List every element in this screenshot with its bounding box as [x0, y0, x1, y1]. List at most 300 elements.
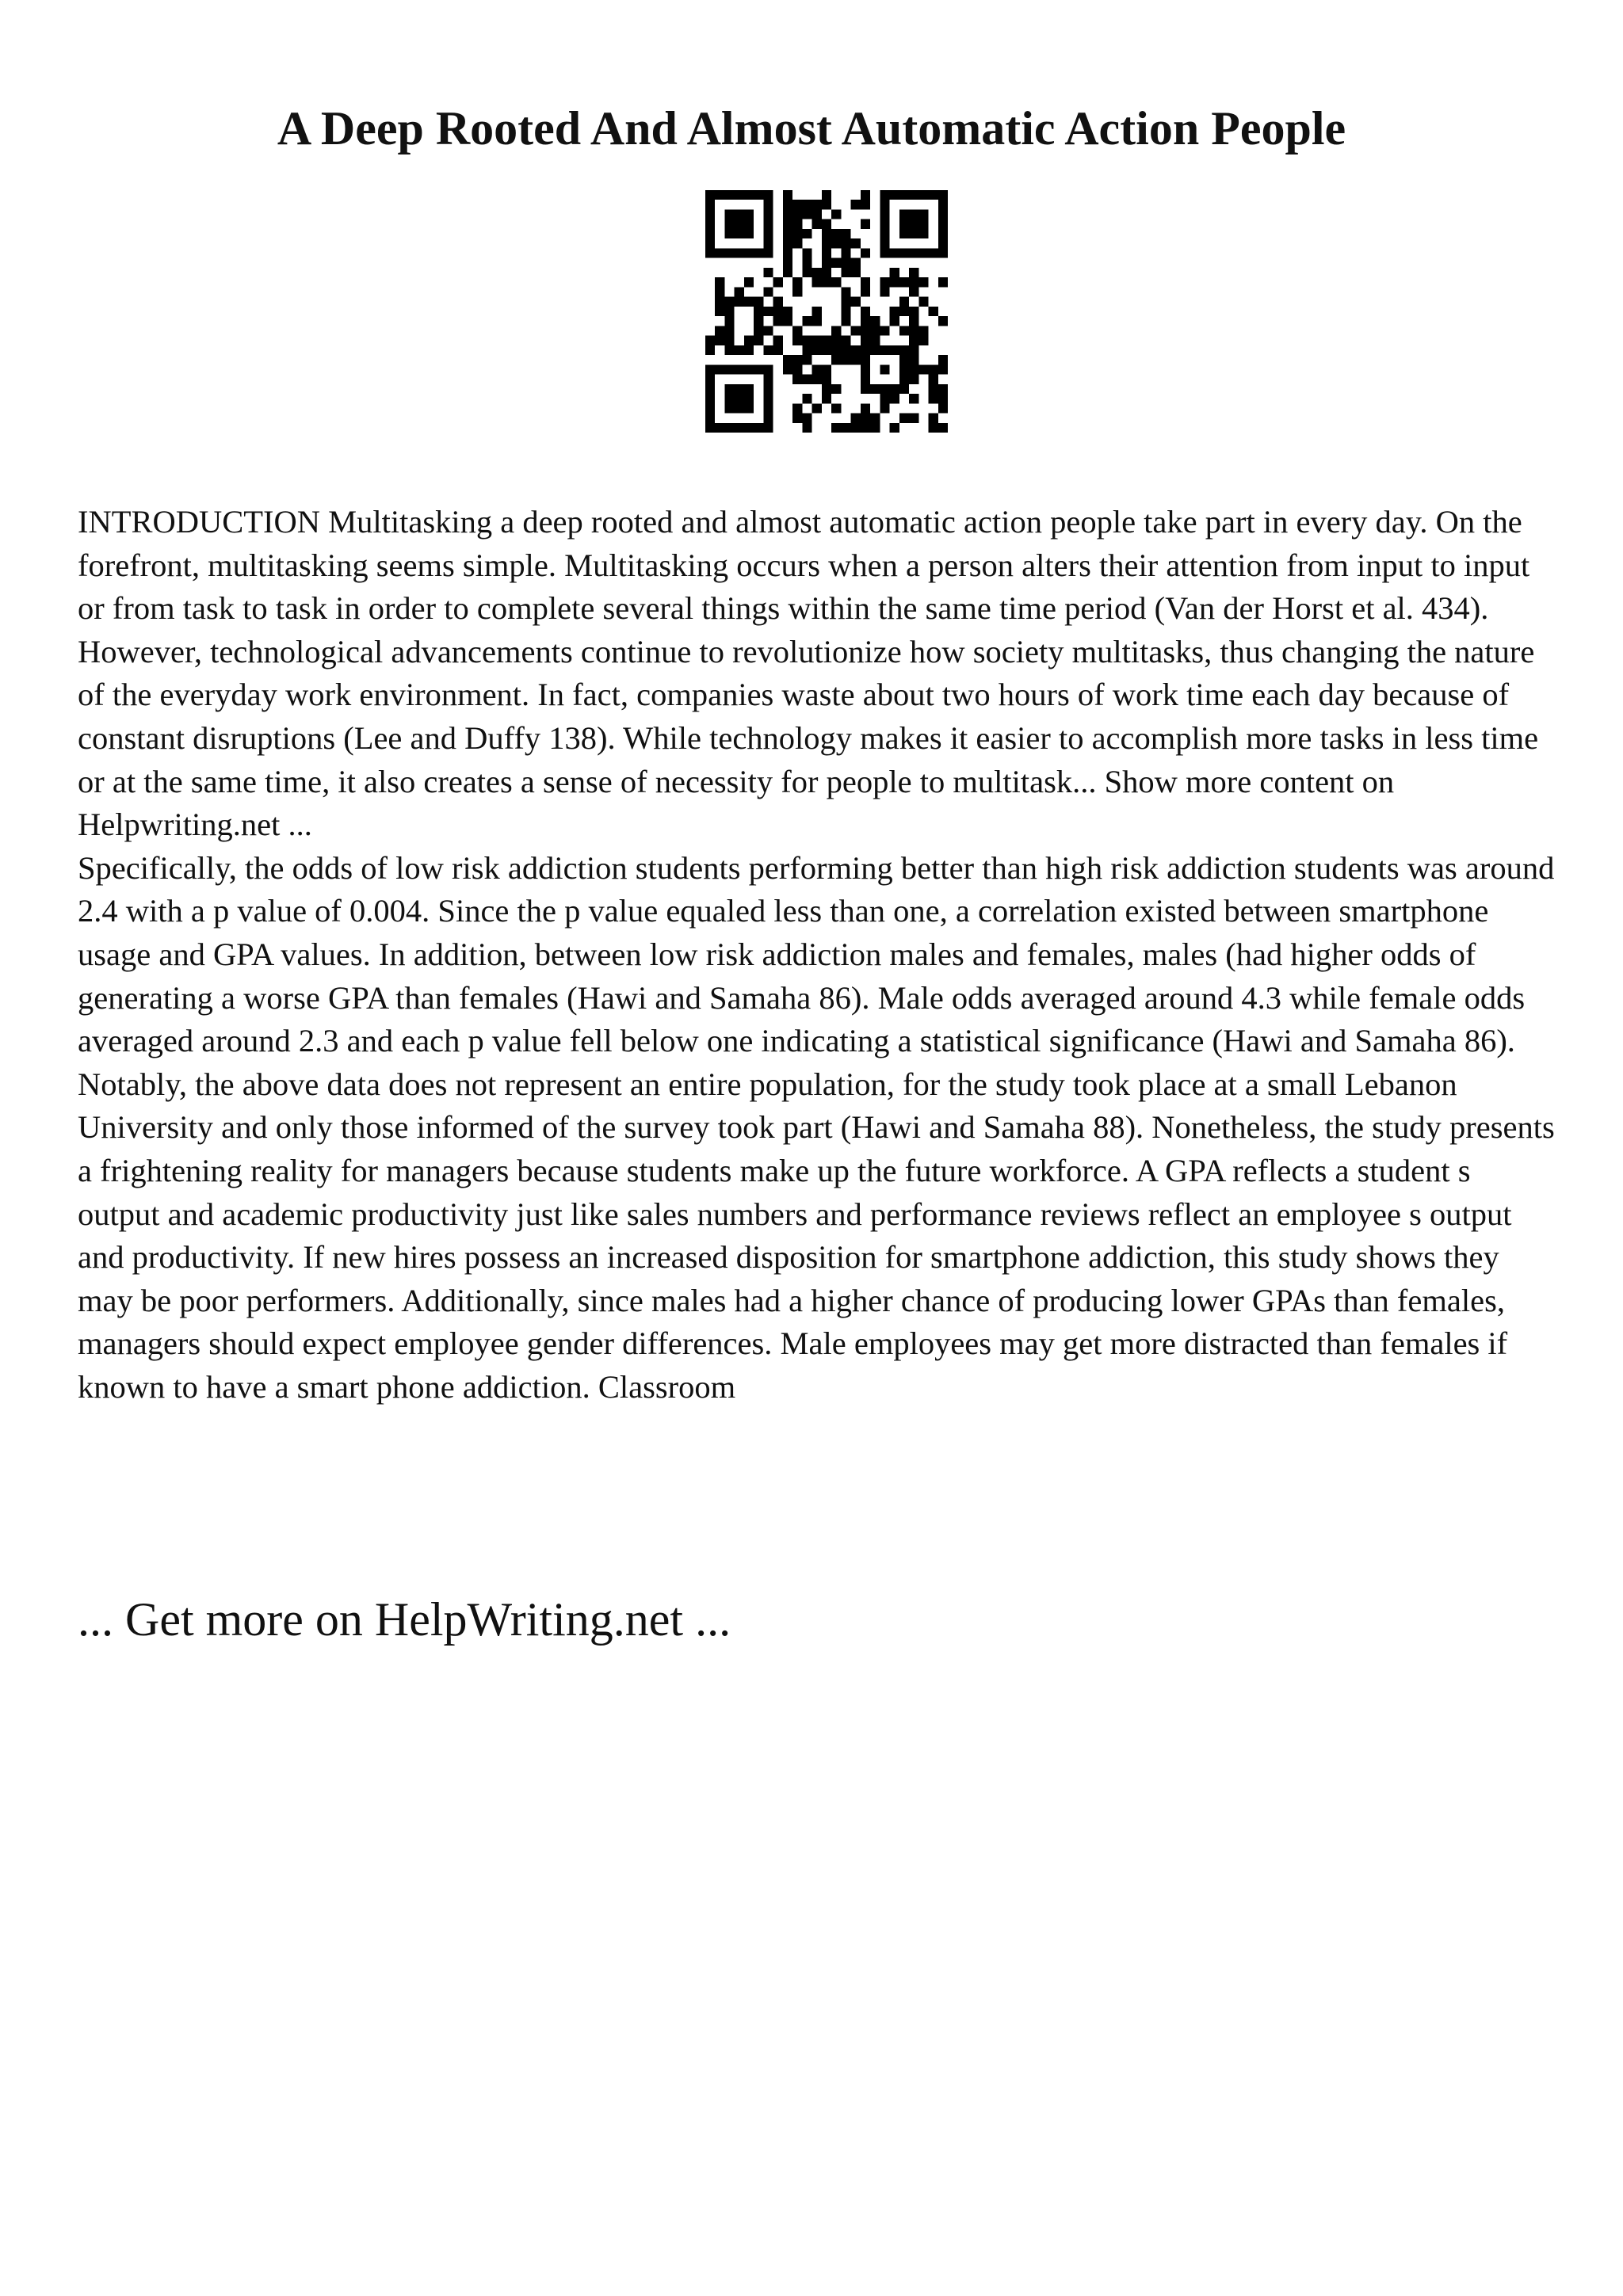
qr-module: [763, 375, 773, 384]
qr-module: [715, 190, 724, 200]
qr-module: [735, 229, 744, 238]
qr-module: [938, 229, 948, 238]
qr-module: [802, 414, 812, 423]
qr-module: [851, 297, 861, 307]
qr-module: [822, 345, 831, 355]
qr-module: [792, 414, 802, 423]
qr-module: [822, 190, 831, 200]
qr-module: [754, 423, 763, 433]
qr-module: [851, 238, 861, 248]
qr-module: [705, 336, 715, 345]
qr-module: [763, 326, 773, 335]
qr-module: [890, 423, 899, 433]
qr-module: [744, 209, 754, 219]
qr-module: [880, 345, 889, 355]
qr-module: [880, 326, 889, 335]
qr-module: [909, 345, 918, 355]
qr-module: [851, 345, 861, 355]
qr-module: [909, 219, 918, 229]
qr-module: [792, 200, 802, 209]
qr-module: [735, 384, 744, 394]
qr-module: [812, 364, 822, 374]
paragraph-introduction: INTRODUCTION Multitasking a deep rooted and almost automatic action people take part in every day. On the forefront, multitasking seems simple. Multitasking occurs when a person alters their attention from input to input or from task to task in order to complete several things within the same time period (Van der Horst et al. 434). However, technological advancements continue to revolutionize how society multitasks, thus changing the nature of the everyday work environment. In fact, companies waste about two hours of work time each day because of constant disruptions (Lee and Duffy 138). While technology makes it easier to accomplish more tasks in less time or at the same time, it also creates a sense of necessity for people to multitask... Show more content on Helpwriting.net ...: [78, 504, 1539, 843]
qr-module: [909, 307, 918, 316]
qr-module: [861, 345, 870, 355]
qr-module: [880, 190, 889, 200]
qr-module: [792, 219, 802, 229]
qr-module: [783, 200, 792, 209]
qr-module: [705, 364, 715, 374]
qr-module: [831, 403, 841, 413]
qr-module: [909, 209, 918, 219]
qr-module: [802, 248, 812, 257]
qr-module: [744, 364, 754, 374]
qr-module: [763, 414, 773, 423]
qr-module: [929, 248, 938, 257]
qr-module: [812, 375, 822, 384]
qr-module: [909, 277, 918, 287]
qr-module: [763, 384, 773, 394]
qr-module: [938, 248, 948, 257]
qr-module: [938, 355, 948, 364]
qr-module: [851, 258, 861, 268]
qr-module: [763, 287, 773, 296]
qr-module: [812, 219, 822, 229]
qr-module: [831, 277, 841, 287]
qr-module: [899, 248, 909, 257]
qr-module: [802, 316, 812, 326]
qr-module: [783, 258, 792, 268]
qr-module: [861, 277, 870, 287]
qr-module: [783, 307, 792, 316]
qr-module: [890, 345, 899, 355]
qr-module: [909, 364, 918, 374]
qr-module: [802, 355, 812, 364]
qr-module: [812, 403, 822, 413]
qr-module: [870, 336, 880, 345]
qr-module: [744, 394, 754, 403]
qr-module: [822, 268, 831, 277]
qr-module: [890, 248, 899, 257]
qr-module: [861, 219, 870, 229]
qr-module: [880, 229, 889, 238]
qr-module: [773, 336, 783, 345]
qr-module: [890, 316, 899, 326]
qr-module: [754, 297, 763, 307]
qr-module: [705, 345, 715, 355]
qr-module: [822, 229, 831, 238]
qr-module: [763, 190, 773, 200]
qr-module: [890, 268, 899, 277]
qr-module: [899, 414, 909, 423]
qr-module: [783, 238, 792, 248]
qr-module: [899, 355, 909, 364]
qr-module: [792, 364, 802, 374]
qr-module: [735, 364, 744, 374]
qr-module: [861, 375, 870, 384]
qr-module: [899, 384, 909, 394]
qr-module: [802, 209, 812, 219]
qr-module: [763, 307, 773, 316]
qr-module: [870, 384, 880, 394]
qr-module: [841, 297, 850, 307]
qr-module: [822, 258, 831, 268]
qr-module: [822, 219, 831, 229]
qr-module: [899, 364, 909, 374]
qr-module: [822, 394, 831, 403]
qr-module: [899, 190, 909, 200]
get-more-link[interactable]: ... Get more on HelpWriting.net ...: [78, 1593, 731, 1646]
qr-module: [724, 403, 734, 413]
qr-module: [802, 394, 812, 403]
qr-module: [918, 326, 928, 335]
qr-module: [841, 307, 850, 316]
qr-module: [929, 190, 938, 200]
qr-module: [754, 364, 763, 374]
qr-module: [861, 364, 870, 374]
qr-module: [851, 268, 861, 277]
qr-module: [715, 336, 724, 345]
qr-module: [724, 316, 734, 326]
qr-module: [899, 307, 909, 316]
qr-module: [792, 277, 802, 287]
qr-module: [735, 219, 744, 229]
qr-module: [802, 258, 812, 268]
qr-module: [744, 384, 754, 394]
qr-module: [705, 190, 715, 200]
qr-module: [899, 375, 909, 384]
qr-module: [861, 384, 870, 394]
qr-module: [880, 364, 889, 374]
qr-module: [899, 209, 909, 219]
qr-module: [870, 345, 880, 355]
qr-module: [812, 316, 822, 326]
qr-module: [724, 364, 734, 374]
qr-module: [773, 316, 783, 326]
qr-module: [744, 248, 754, 257]
qr-module: [822, 248, 831, 257]
qr-module: [802, 336, 812, 345]
qr-module: [792, 375, 802, 384]
qr-module: [909, 336, 918, 345]
qr-module: [841, 355, 850, 364]
qr-module: [861, 200, 870, 209]
qr-module: [831, 336, 841, 345]
qr-module: [802, 200, 812, 209]
qr-module: [812, 277, 822, 287]
qr-module: [763, 229, 773, 238]
qr-module: [754, 316, 763, 326]
qr-module: [744, 229, 754, 238]
qr-module: [715, 297, 724, 307]
qr-module: [909, 268, 918, 277]
qr-module: [938, 316, 948, 326]
qr-module: [938, 394, 948, 403]
qr-module: [861, 248, 870, 257]
qr-module: [783, 355, 792, 364]
qr-module: [918, 219, 928, 229]
qr-module: [929, 307, 938, 316]
qr-module: [929, 375, 938, 384]
qr-module: [890, 277, 899, 287]
qr-code-graphic: [705, 190, 948, 433]
qr-module: [724, 219, 734, 229]
document-body: [78, 501, 1560, 1409]
qr-module: [938, 190, 948, 200]
qr-module: [724, 394, 734, 403]
qr-module: [929, 423, 938, 433]
qr-module: [851, 423, 861, 433]
qr-module: [841, 229, 850, 238]
qr-module: [909, 375, 918, 384]
qr-module: [938, 219, 948, 229]
qr-module: [724, 248, 734, 257]
qr-module: [715, 326, 724, 335]
qr-module: [918, 190, 928, 200]
qr-module: [870, 326, 880, 335]
qr-module: [715, 277, 724, 287]
qr-module: [812, 307, 822, 316]
qr-module: [724, 423, 734, 433]
qr-module: [831, 229, 841, 238]
qr-module: [735, 403, 744, 413]
qr-module: [880, 287, 889, 296]
qr-module: [861, 287, 870, 296]
qr-module: [890, 394, 899, 403]
qr-module: [783, 229, 792, 238]
qr-module: [851, 326, 861, 335]
qr-module: [744, 423, 754, 433]
qr-module: [763, 364, 773, 374]
qr-module: [841, 423, 850, 433]
qr-module: [918, 297, 928, 307]
qr-module: [831, 423, 841, 433]
qr-module: [735, 297, 744, 307]
paragraph-study-findings: Specifically, the odds of low risk addiction students performing better than high risk addiction students was around 2.4 with a p value of 0.004. Since the p value equaled less than one, a correlation existed between smartphone usage and GPA values. In addition, between low risk addiction males and females, males (had higher odds of generating a worse GPA than females (Hawi and Samaha 86). Male odds averaged around 4.3 while female odds averaged around 2.3 and each p value fell below one indicating a statistical significance (Hawi and Samaha 86). Notably, the above data does not represent an entire population, for the study took place at a small Lebanon University and only those informed of the survey took part (Hawi and Samaha 88). Nonetheless, the study presents a frightening reality for managers because students make up the future workforce. A GPA reflects a student s output and academic productivity just like sales numbers and performance reviews reflect an employee s output and productivity. If new hires possess an increased disposition for smartphone addiction, this study shows they may be poor performers. Additionally, since males had a higher chance of producing lower GPAs than females, managers should expect employee gender differences. Male employees may get more distracted than females if known to have a smart phone addiction. Classroom: [78, 849, 1555, 1405]
qr-module: [812, 336, 822, 345]
qr-module: [705, 384, 715, 394]
qr-module: [715, 307, 724, 316]
qr-module: [763, 238, 773, 248]
qr-module: [763, 403, 773, 413]
qr-module: [724, 326, 734, 335]
qr-module: [724, 336, 734, 345]
qr-module: [909, 229, 918, 238]
qr-module: [909, 394, 918, 403]
qr-module: [861, 414, 870, 423]
qr-module: [754, 326, 763, 335]
qr-module: [909, 190, 918, 200]
qr-module: [792, 229, 802, 238]
qr-module: [724, 297, 734, 307]
qr-module: [861, 336, 870, 345]
qr-module: [841, 238, 850, 248]
qr-module: [861, 355, 870, 364]
qr-module: [705, 414, 715, 423]
qr-module: [938, 364, 948, 374]
qr-module: [744, 277, 754, 287]
qr-module: [705, 209, 715, 219]
qr-module: [754, 336, 763, 345]
qr-module: [861, 423, 870, 433]
qr-module: [909, 326, 918, 335]
qr-module: [899, 219, 909, 229]
qr-module: [880, 209, 889, 219]
qr-module: [724, 384, 734, 394]
qr-module: [890, 190, 899, 200]
qr-module: [822, 364, 831, 374]
qr-module: [929, 414, 938, 423]
qr-module: [938, 200, 948, 209]
qr-module: [792, 355, 802, 364]
qr-module: [744, 297, 754, 307]
qr-module: [705, 238, 715, 248]
qr-module: [918, 364, 928, 374]
qr-module: [724, 307, 734, 316]
qr-module: [831, 345, 841, 355]
qr-module: [744, 219, 754, 229]
qr-module: [705, 375, 715, 384]
qr-module: [880, 248, 889, 257]
document-title: A Deep Rooted And Almost Automatic Action People: [277, 102, 1346, 154]
qr-module: [918, 248, 928, 257]
qr-module: [724, 229, 734, 238]
qr-module: [735, 190, 744, 200]
qr-module: [735, 287, 744, 296]
qr-module: [909, 414, 918, 423]
qr-module: [792, 326, 802, 335]
qr-module: [851, 200, 861, 209]
qr-module: [822, 238, 831, 248]
qr-module: [880, 219, 889, 229]
qr-module: [802, 375, 812, 384]
qr-module: [735, 248, 744, 257]
qr-module: [870, 316, 880, 326]
qr-module: [938, 209, 948, 219]
qr-module: [735, 209, 744, 219]
qr-module: [763, 248, 773, 257]
qr-module: [929, 394, 938, 403]
qr-code-icon: [705, 190, 948, 433]
qr-module: [763, 423, 773, 433]
qr-module: [831, 258, 841, 268]
qr-module: [783, 248, 792, 257]
qr-module: [715, 248, 724, 257]
qr-module: [763, 345, 773, 355]
qr-module: [831, 209, 841, 219]
qr-module: [899, 326, 909, 335]
qr-module: [899, 229, 909, 238]
qr-module: [773, 277, 783, 287]
qr-module: [744, 403, 754, 413]
qr-module: [880, 394, 889, 403]
qr-module: [735, 345, 744, 355]
qr-module: [918, 277, 928, 287]
qr-module: [705, 403, 715, 413]
qr-module: [822, 375, 831, 384]
qr-module: [763, 219, 773, 229]
qr-module: [744, 336, 754, 345]
qr-module: [861, 326, 870, 335]
qr-module: [938, 403, 948, 413]
qr-module: [783, 364, 792, 374]
qr-module: [909, 316, 918, 326]
qr-module: [802, 229, 812, 238]
qr-module: [851, 414, 861, 423]
qr-module: [802, 345, 812, 355]
qr-module: [841, 287, 850, 296]
qr-module: [735, 423, 744, 433]
qr-module: [938, 277, 948, 287]
qr-module: [802, 423, 812, 433]
qr-module: [880, 403, 889, 413]
qr-module: [705, 423, 715, 433]
qr-module: [890, 307, 899, 316]
qr-module: [724, 345, 734, 355]
qr-module: [831, 384, 841, 394]
qr-module: [870, 414, 880, 423]
qr-module: [841, 258, 850, 268]
qr-module: [812, 209, 822, 219]
qr-module: [899, 277, 909, 287]
qr-module: [744, 190, 754, 200]
qr-module: [792, 209, 802, 219]
qr-module: [705, 394, 715, 403]
qr-module: [841, 268, 850, 277]
qr-module: [909, 248, 918, 257]
qr-module: [918, 336, 928, 345]
qr-module: [938, 238, 948, 248]
qr-module: [792, 287, 802, 296]
qr-module: [890, 384, 899, 394]
qr-module: [929, 364, 938, 374]
qr-module: [880, 238, 889, 248]
qr-module: [880, 200, 889, 209]
qr-module: [851, 355, 861, 364]
qr-module: [705, 229, 715, 238]
qr-module: [705, 200, 715, 209]
qr-module: [822, 277, 831, 287]
qr-module: [870, 423, 880, 433]
qr-module: [773, 307, 783, 316]
qr-module: [861, 403, 870, 413]
qr-module: [822, 336, 831, 345]
qr-module: [841, 336, 850, 345]
qr-module: [792, 238, 802, 248]
qr-module: [841, 345, 850, 355]
qr-module: [938, 384, 948, 394]
qr-module: [812, 268, 822, 277]
qr-module: [783, 219, 792, 229]
qr-module: [841, 248, 850, 257]
qr-module: [754, 248, 763, 257]
qr-module: [705, 219, 715, 229]
qr-module: [763, 209, 773, 219]
qr-module: [861, 190, 870, 200]
qr-module: [792, 403, 802, 413]
qr-module: [918, 209, 928, 219]
qr-module: [938, 423, 948, 433]
qr-module: [899, 345, 909, 355]
qr-module: [744, 345, 754, 355]
qr-module: [715, 287, 724, 296]
qr-module: [861, 316, 870, 326]
qr-module: [831, 238, 841, 248]
qr-module: [754, 307, 763, 316]
qr-module: [899, 297, 909, 307]
qr-module: [841, 316, 850, 326]
qr-module: [763, 268, 773, 277]
